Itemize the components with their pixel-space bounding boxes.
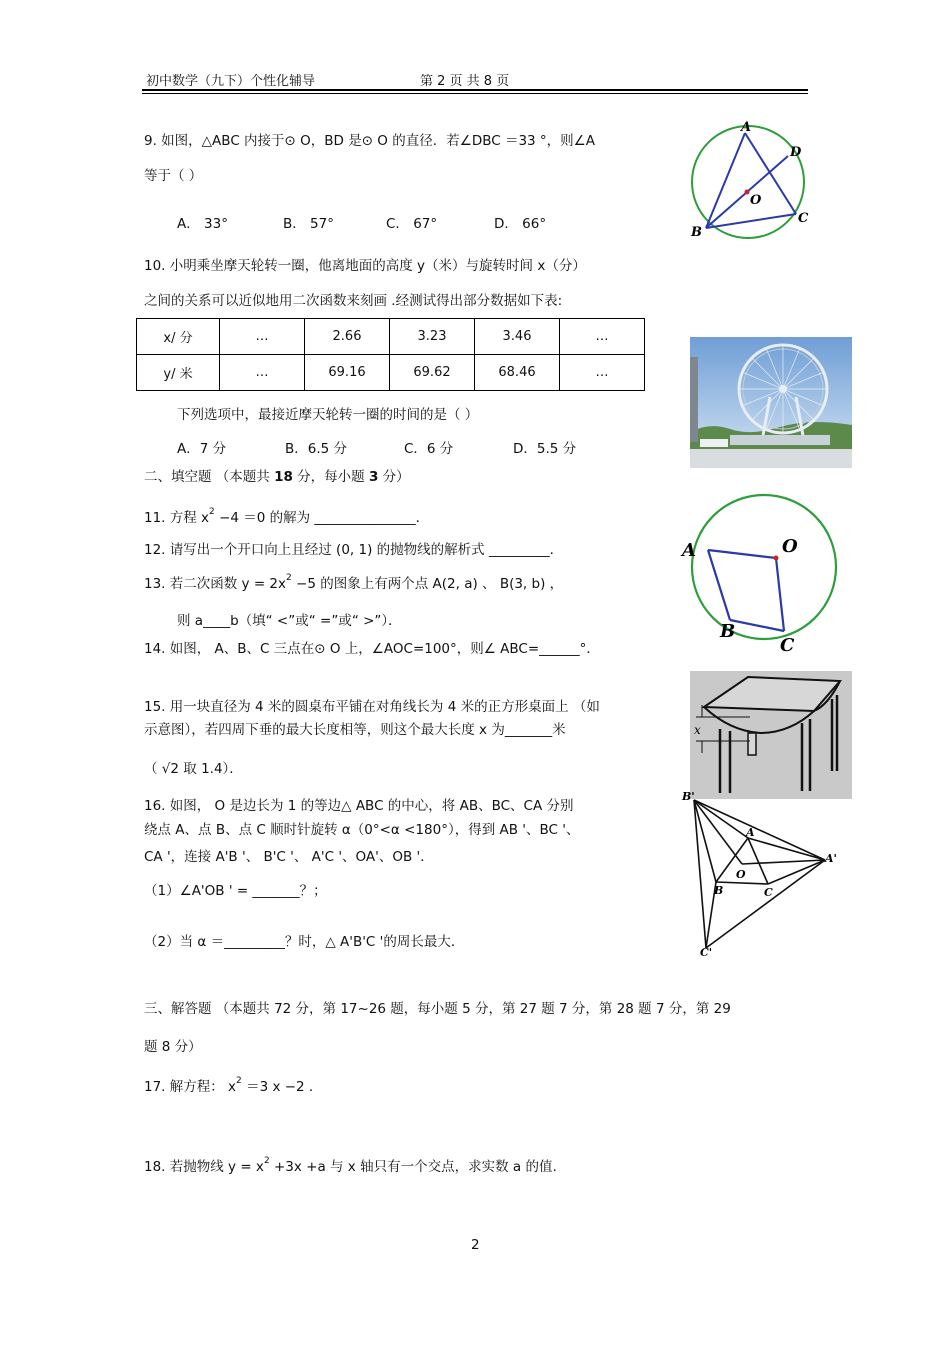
q9-label-d: D [790,145,802,160]
q14-label-a: A [682,540,696,561]
header-rule [142,89,808,91]
q16-label-c-prime: C' [700,946,713,958]
q16-label-c: C [764,886,773,899]
q16-part1: （1）∠A'OB ' = _______？； [144,883,327,899]
table-cell: y/ 米 [137,355,220,391]
table-cell: 2.66 [305,319,390,355]
q10-option-b: B．6.5 分 [285,441,348,457]
table-cell: 68.46 [475,355,560,391]
q15-table-figure [690,671,852,799]
q9-option-a: A． 33° [177,216,228,232]
q10-line2: 之间的关系可以近似地用二次函数来刻画 .经测试得出部分数据如下表: [144,293,563,309]
section3-line1: 三、解答题 （本题共 72 分，第 17~26 题，每小题 5 分，第 27 题 7 分，第 28 题 7 分，第 29 [144,1001,731,1017]
table-cell: … [220,355,305,391]
q18: 18. 若抛物线 $y = x^2 +3x +a$ 与 x 轴只有一个交点，求实数 a 的值. [144,1156,557,1175]
q11: 11. 方程 $x^2 -4 =0$ 的解为 _______________． [144,507,430,526]
q16-part2: （2）当 α ＝_________？时，△ A'B'C '的周长最大． [144,934,465,950]
q16-label-a-prime: A' [825,852,837,865]
section3-line2: 题 8 分） [144,1039,202,1055]
q13-line1: 13. 若二次函数 $y = 2x^2 -5$ 的图象上有两个点 A(2, a) 、 B(3, b) ， [144,573,564,592]
q17: 17. 解方程： $x^2 =3$ x −2 . [144,1076,314,1095]
ferris-wheel-photo [690,337,852,468]
q9-line2: 等于（ ） [144,168,203,184]
q13-line2: 则 a____b（填“ <”或“ =”或“ >”）． [177,613,402,629]
q9-label-b: B [691,225,702,240]
q14-label-b: B [720,621,736,642]
q10-option-d: D．5.5 分 [513,441,577,457]
q14-label-c: C [780,635,795,656]
q14: 14. 如图， A、B、C 三点在⊙ O 上，∠AOC=100°，则∠ ABC=______°． [144,641,600,657]
q16-label-a: A [746,826,755,839]
table-cell: … [560,319,645,355]
table-cell: 3.23 [390,319,475,355]
q9-label-a: A [741,120,752,135]
q10-option-a: A．7 分 [177,441,227,457]
q10-line1: 10. 小明乘坐摩天轮转一圈，他离地面的高度 y（米）与旋转时间 x（分） [144,258,586,274]
q16-line1: 16. 如图， O 是边长为 1 的等边△ ABC 的中心，将 AB、BC、CA 分别 [144,798,574,814]
q9-label-c: C [798,211,809,226]
table-cell: 69.16 [305,355,390,391]
header-rule-thin [142,93,808,94]
q16-label-o: O [736,868,746,881]
header-title: 初中数学（九下）个性化辅导 [146,74,316,89]
table-cell: x/ 分 [137,319,220,355]
q16-label-b-prime: B' [682,790,695,803]
table-cell: 69.62 [390,355,475,391]
header-page-info: 第 2 页 共 8 页 [420,74,510,89]
q9-option-c: C． 67° [386,216,438,232]
q10-data-table [136,318,645,391]
q14-label-o: O [782,536,798,557]
section2-heading: 二、填空题 （本题共 18 分，每小题 3 分） [144,469,410,485]
table-row [137,355,645,391]
page-number: 2 [471,1237,480,1253]
q15-line1: 15. 用一块直径为 4 米的圆桌布平铺在对角线长为 4 米的正方形桌面上 （如 [144,699,600,715]
q16-line3: CA '，连接 A'B '、 B'C '、 A'C '、OA'、OB '． [144,849,434,865]
q10-option-c: C．6 分 [404,441,454,457]
q16-figure [680,786,845,958]
table-cell: … [220,319,305,355]
q12: 12. 请写出一个开口向上且经过 (0, 1) 的抛物线的解析式 _________． [144,542,564,558]
q9-label-o: O [750,193,762,208]
q9-option-d: D． 66° [494,216,547,232]
q9-line1: 9. 如图，△ABC 内接于⊙ O，BD 是⊙ O 的直径．若∠DBC ＝33 °，则∠A [144,133,596,149]
q10-question: 下列选项中，最接近摩天轮转一圈的时间的是（ ） [177,407,479,423]
q15-line2: 示意图），若四周下垂的最大长度相等，则这个最大长度 x 为_______米 [144,722,566,738]
q15-label-x: x [694,723,701,737]
table-cell: … [560,355,645,391]
q15-line3: （ √2 取 1.4）． [144,761,243,777]
q9-option-b: B． 57° [283,216,334,232]
q9-figure [688,118,818,248]
q16-line2: 绕点 A、点 B、点 C 顺时针旋转 α（0°<α <180°），得到 AB '、BC '、 [144,822,580,838]
table-row [137,319,645,355]
q14-figure [678,484,838,656]
table-cell: 3.46 [475,319,560,355]
q16-label-b: B [714,884,724,897]
